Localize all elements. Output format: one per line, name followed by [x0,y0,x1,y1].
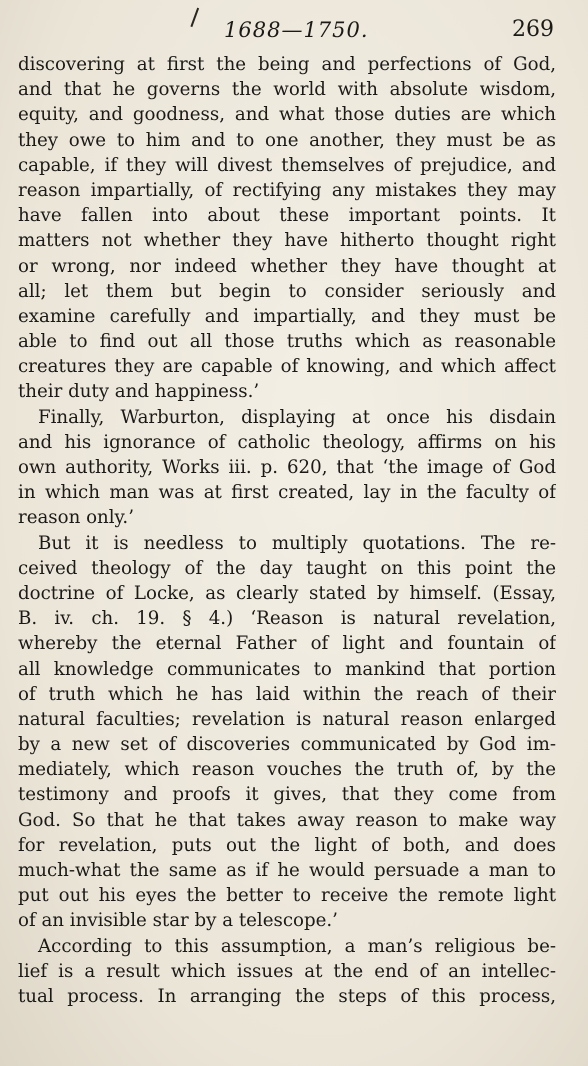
text-line: equity, and goodness, and what those duties are which [18,104,556,126]
text-line: their duty and happiness.’ [18,381,260,403]
text-line: Finally, Warburton, displaying at once his disdain [38,406,556,428]
text-line: all knowledge communicates to mankind that portion [18,658,556,680]
text-line: of truth which he has laid within the reach of their [18,683,556,705]
text-line: discovering at first the being and perfections of God, [18,54,556,75]
text-line: doctrine of Locke, as clearly stated by himself. (Essay, [18,582,556,604]
running-head: 1688—1750. [224,18,369,42]
text-line: examine carefully and impartially, and they must be [18,305,556,327]
text-line: reason only.’ [18,507,134,529]
text-line: much-what the same as if he would persuade a man to [18,860,556,881]
text-line: able to find out all those truths which as reasonable [18,331,556,353]
text-line: matters not whether they have hitherto thought right [18,230,556,252]
text-line: creatures they are capable of knowing, and which affect [18,356,556,378]
body-text [18,52,556,1009]
text-line: natural faculties; revelation is natural reason enlarged [18,708,556,730]
paragraph-1 [18,52,556,405]
text-line: put out his eyes the better to receive the remote light [18,885,556,907]
paragraph-2 [18,405,556,531]
page-number: 269 [512,17,554,42]
text-line: for revelation, puts out the light of both, and does [18,834,556,856]
text-line: and that he governs the world with absolute wisdom, [18,79,556,101]
text-line: or wrong, nor indeed whether they have thought at [18,255,556,277]
paragraph-3 [18,531,556,934]
text-line: and his ignorance of catholic theology, affirms on his [18,431,556,453]
text-line: own authority, Works iii. p. 620, that ‘the image of God [18,457,556,478]
text-line: But it is needless to multiply quotations. The re- [38,532,556,554]
text-line: they owe to him and to one another, they must be as [18,129,556,151]
text-line: all; let them but begin to consider seriously and [18,280,556,302]
page-header [0,16,588,46]
paragraph-4 [18,934,556,1010]
text-line: B. iv. ch. 19. § 4.) ‘Reason is natural revelation, [18,608,556,630]
text-line: mediately, which reason vouches the truth of, by the [18,759,556,781]
text-line: lief is a result which issues at the end of an intellec- [18,960,556,982]
text-line: According to this assumption, a man’s religious be- [38,935,556,957]
text-line: testimony and proofs it gives, that they come from [18,784,556,806]
text-line: of an invisible star by a telescope.’ [18,910,338,932]
text-line: God. So that he that takes away reason to make way [18,809,556,831]
text-line: tual process. In arranging the steps of this process, [18,985,556,1007]
text-line: ceived theology of the day taught on this point the [18,557,556,579]
text-line: capable, if they will divest themselves of prejudice, and [18,154,556,176]
stray-pen-mark [183,5,199,27]
text-line: in which man was at first created, lay in the faculty of [18,482,556,504]
text-line: have fallen into about these important points. It [18,205,556,227]
text-line: reason impartially, of rectifying any mistakes they may [18,179,556,201]
text-line: whereby the eternal Father of light and fountain of [18,633,556,655]
text-line: by a new set of discoveries communicated by God im- [18,734,556,756]
